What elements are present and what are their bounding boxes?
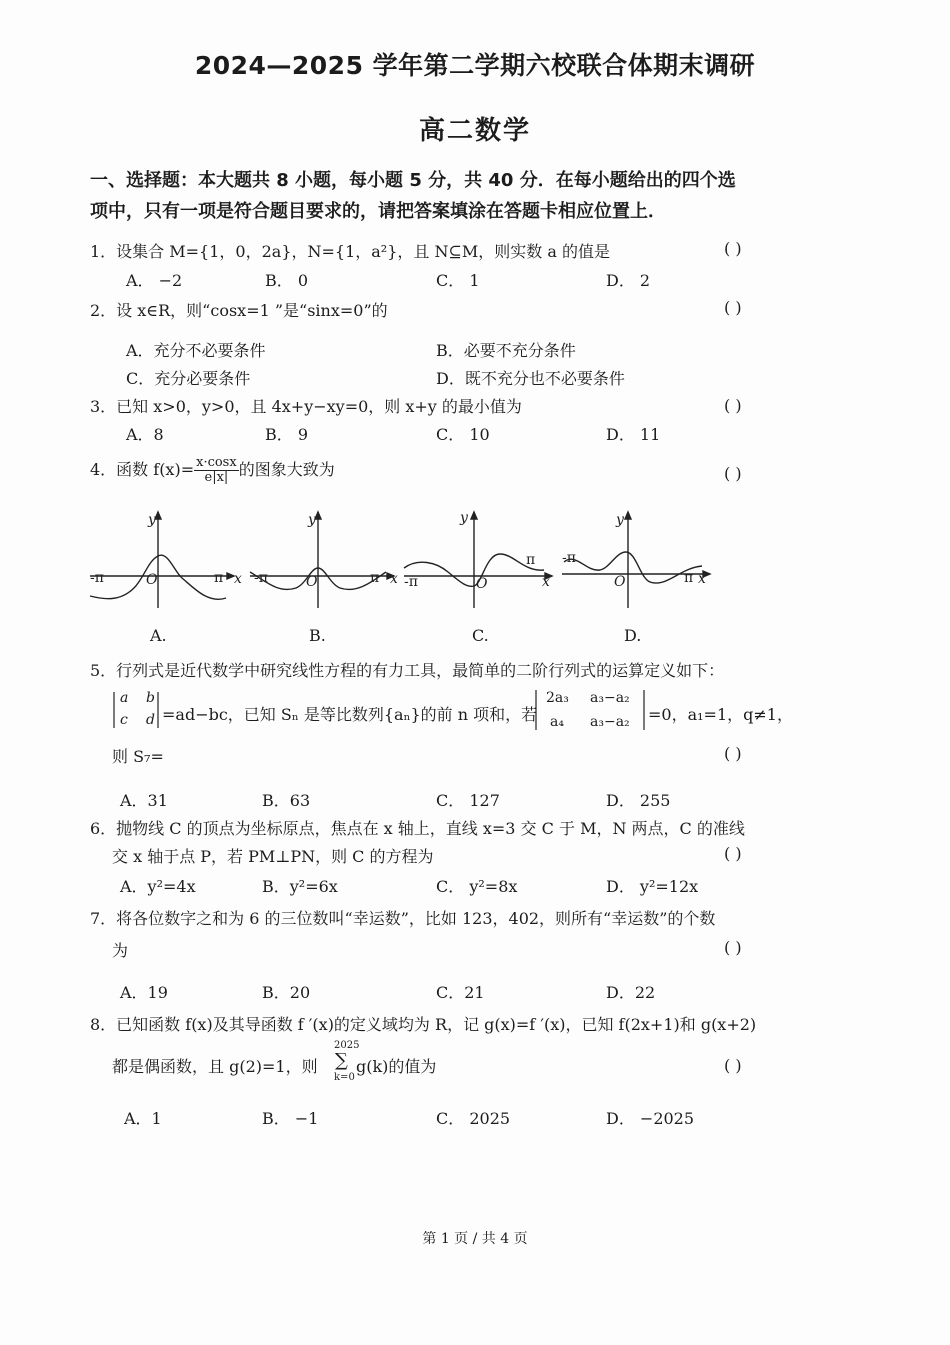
q2-option-b: B．必要不充分条件	[436, 341, 576, 360]
q4-option-c-label: C.	[472, 626, 489, 645]
graph-d-origin: O	[614, 574, 626, 590]
q2-stem: 2．设 x∈R，则“cosx=1 ”是“sinx=0”的	[90, 301, 388, 320]
q6-option-d: D． y²=12x	[606, 877, 699, 896]
graph-a-x-arrow	[227, 573, 234, 579]
q1-answer-paren: ( )	[724, 239, 742, 258]
q1-option-c: C． 1	[436, 271, 480, 290]
q5-det-d: d	[146, 712, 155, 728]
section-heading-line1: 一、选择题：本大题共 8 小题，每小题 5 分，共 40 分．在每小题给出的四个选	[90, 170, 736, 191]
q4-frac-num: x·cosx	[196, 455, 237, 470]
graph-d-y-arrow	[625, 512, 631, 519]
graph-a-neg-pi: -π	[90, 570, 104, 586]
graph-c-origin: O	[476, 576, 488, 592]
q5-option-a: A．31	[120, 791, 168, 810]
graph-b-neg-pi: -π	[254, 570, 268, 586]
q3-option-a: A．8	[126, 425, 164, 444]
q3-option-c: C． 10	[436, 425, 490, 444]
q4-stem-pre: 4．函数 f(x)=	[90, 460, 195, 479]
q1-option-d: D． 2	[606, 271, 651, 290]
graph-d-pi: π	[684, 570, 694, 586]
q1-stem: 1．设集合 M={1，0，2a}，N={1，a²}，且 N⊆M，则实数 a 的值是	[90, 242, 610, 261]
q5-option-c: C． 127	[436, 791, 500, 810]
q6-option-b: B．y²=6x	[262, 877, 338, 896]
q5-det-c: c	[120, 712, 128, 728]
q8-line1: 8．已知函数 f(x)及其导函数 f ′(x)的定义域均为 R，记 g(x)=f ′(x)，已知 f(2x+1)和 g(x+2)	[90, 1015, 757, 1034]
q4-stem	[90, 456, 335, 485]
q5-det-a: a	[120, 690, 129, 706]
q5-answer-paren: ( )	[724, 744, 742, 763]
q5-m22: a₃−a₂	[590, 714, 630, 730]
q7-option-a: A．19	[120, 983, 168, 1002]
q7-option-d: D．22	[606, 983, 656, 1002]
q5-det-b: b	[146, 690, 155, 706]
q7-line2: 为	[112, 941, 129, 960]
graph-d-y-label: y	[616, 512, 624, 528]
exam-subject: 高二数学	[418, 116, 531, 146]
section-heading-line2: 项中，只有一项是符合题目要求的，请把答案填涂在答题卡相应位置上．	[90, 201, 666, 222]
q8-option-b: B． −1	[262, 1109, 319, 1128]
graph-d-x-label: x	[698, 571, 706, 587]
graph-b-pi: π	[370, 570, 380, 586]
graph-b-origin: O	[306, 574, 318, 590]
q8-line2-post: g(k)的值为	[356, 1057, 437, 1076]
q8-sum-top: 2025	[334, 1040, 360, 1051]
q8-sum-bottom: k=0	[334, 1072, 355, 1083]
q1-option-b: B． 0	[265, 271, 309, 290]
q1-option-a: A． −2	[126, 271, 183, 290]
q8-sum-symbol: ∑	[335, 1050, 348, 1071]
q7-option-b: B．20	[262, 983, 311, 1002]
q8-answer-paren: ( )	[724, 1056, 742, 1075]
exam-title: 2024—2025 学年第二学期六校联合体期末调研	[194, 51, 756, 80]
graph-d-neg-pi: -π	[562, 550, 576, 566]
q3-option-d: D． 11	[606, 425, 661, 444]
graph-c-x-label: x	[542, 574, 550, 590]
q8-option-a: A．1	[124, 1109, 162, 1128]
q6-option-c: C． y²=8x	[436, 877, 518, 896]
q6-line1: 6．抛物线 C 的顶点为坐标原点，焦点在 x 轴上，直线 x=3 交 C 于 M，N 两点，C 的准线	[90, 819, 745, 838]
q5-option-d: D． 255	[606, 791, 671, 810]
q5-line1: 5．行列式是近代数学中研究线性方程的有力工具，最简单的二阶行列式的运算定义如下：	[90, 661, 725, 680]
q4-option-a-label: A.	[150, 626, 167, 645]
q7-line1: 7．将各位数字之和为 6 的三位数叫“幸运数”，比如 123，402，则所有“幸运数”的个数	[90, 909, 716, 928]
q2-answer-paren: ( )	[724, 298, 742, 317]
graph-b-x-label: x	[390, 571, 398, 587]
graph-a-x-label: x	[234, 571, 242, 587]
q5-m11: 2a₃	[546, 690, 569, 706]
q6-line2: 交 x 轴于点 P，若 PM⊥PN，则 C 的方程为	[112, 847, 434, 866]
q5-option-b: B．63	[262, 791, 311, 810]
graph-a-origin: O	[146, 572, 158, 588]
q4-fraction	[194, 456, 239, 485]
q5-m21: a₄	[550, 714, 564, 730]
q4-frac-den: e|x|	[204, 470, 229, 485]
q2-option-a: A．充分不必要条件	[126, 341, 266, 360]
graph-b-y-label: y	[308, 512, 316, 528]
q7-answer-paren: ( )	[724, 938, 742, 957]
q5-line3: 则 S₇=	[112, 747, 164, 766]
q5-line2-mid: =ad−bc，已知 Sₙ 是等比数列{aₙ}的前 n 项和，若	[162, 705, 538, 724]
q8-option-d: D． −2025	[606, 1109, 695, 1128]
graph-c-pi: π	[526, 552, 536, 568]
graph-c-neg-pi: -π	[404, 574, 418, 590]
graph-c-y-label: y	[460, 510, 468, 526]
graph-c-y-arrow	[471, 512, 477, 519]
q5-line2-end: =0，a₁=1，q≠1，	[648, 705, 793, 724]
q8-line2-pre: 都是偶函数，且 g(2)=1，则	[112, 1057, 318, 1076]
graph-a-y-label: y	[148, 512, 156, 528]
q3-stem: 3．已知 x>0，y>0，且 4x+y−xy=0，则 x+y 的最小值为	[90, 397, 522, 416]
q3-answer-paren: ( )	[724, 396, 742, 415]
q2-option-c: C．充分必要条件	[126, 369, 251, 388]
q6-option-a: A．y²=4x	[120, 877, 196, 896]
q4-graph-options	[86, 506, 726, 616]
q7-option-c: C．21	[436, 983, 485, 1002]
graph-a-pi: π	[214, 570, 224, 586]
page-footer: 第 1 页 / 共 4 页	[422, 1231, 528, 1247]
graph-d-curve	[564, 552, 702, 583]
q4-answer-paren: ( )	[724, 464, 742, 483]
q4-stem-post: 的图象大致为	[238, 460, 335, 479]
q2-option-d: D．既不充分也不必要条件	[436, 369, 625, 388]
q8-option-c: C． 2025	[436, 1109, 511, 1128]
q4-option-b-label: B.	[309, 626, 326, 645]
q5-m12: a₃−a₂	[590, 690, 630, 706]
q6-answer-paren: ( )	[724, 844, 742, 863]
q3-option-b: B． 9	[265, 425, 309, 444]
q4-option-d-label: D.	[624, 626, 642, 645]
